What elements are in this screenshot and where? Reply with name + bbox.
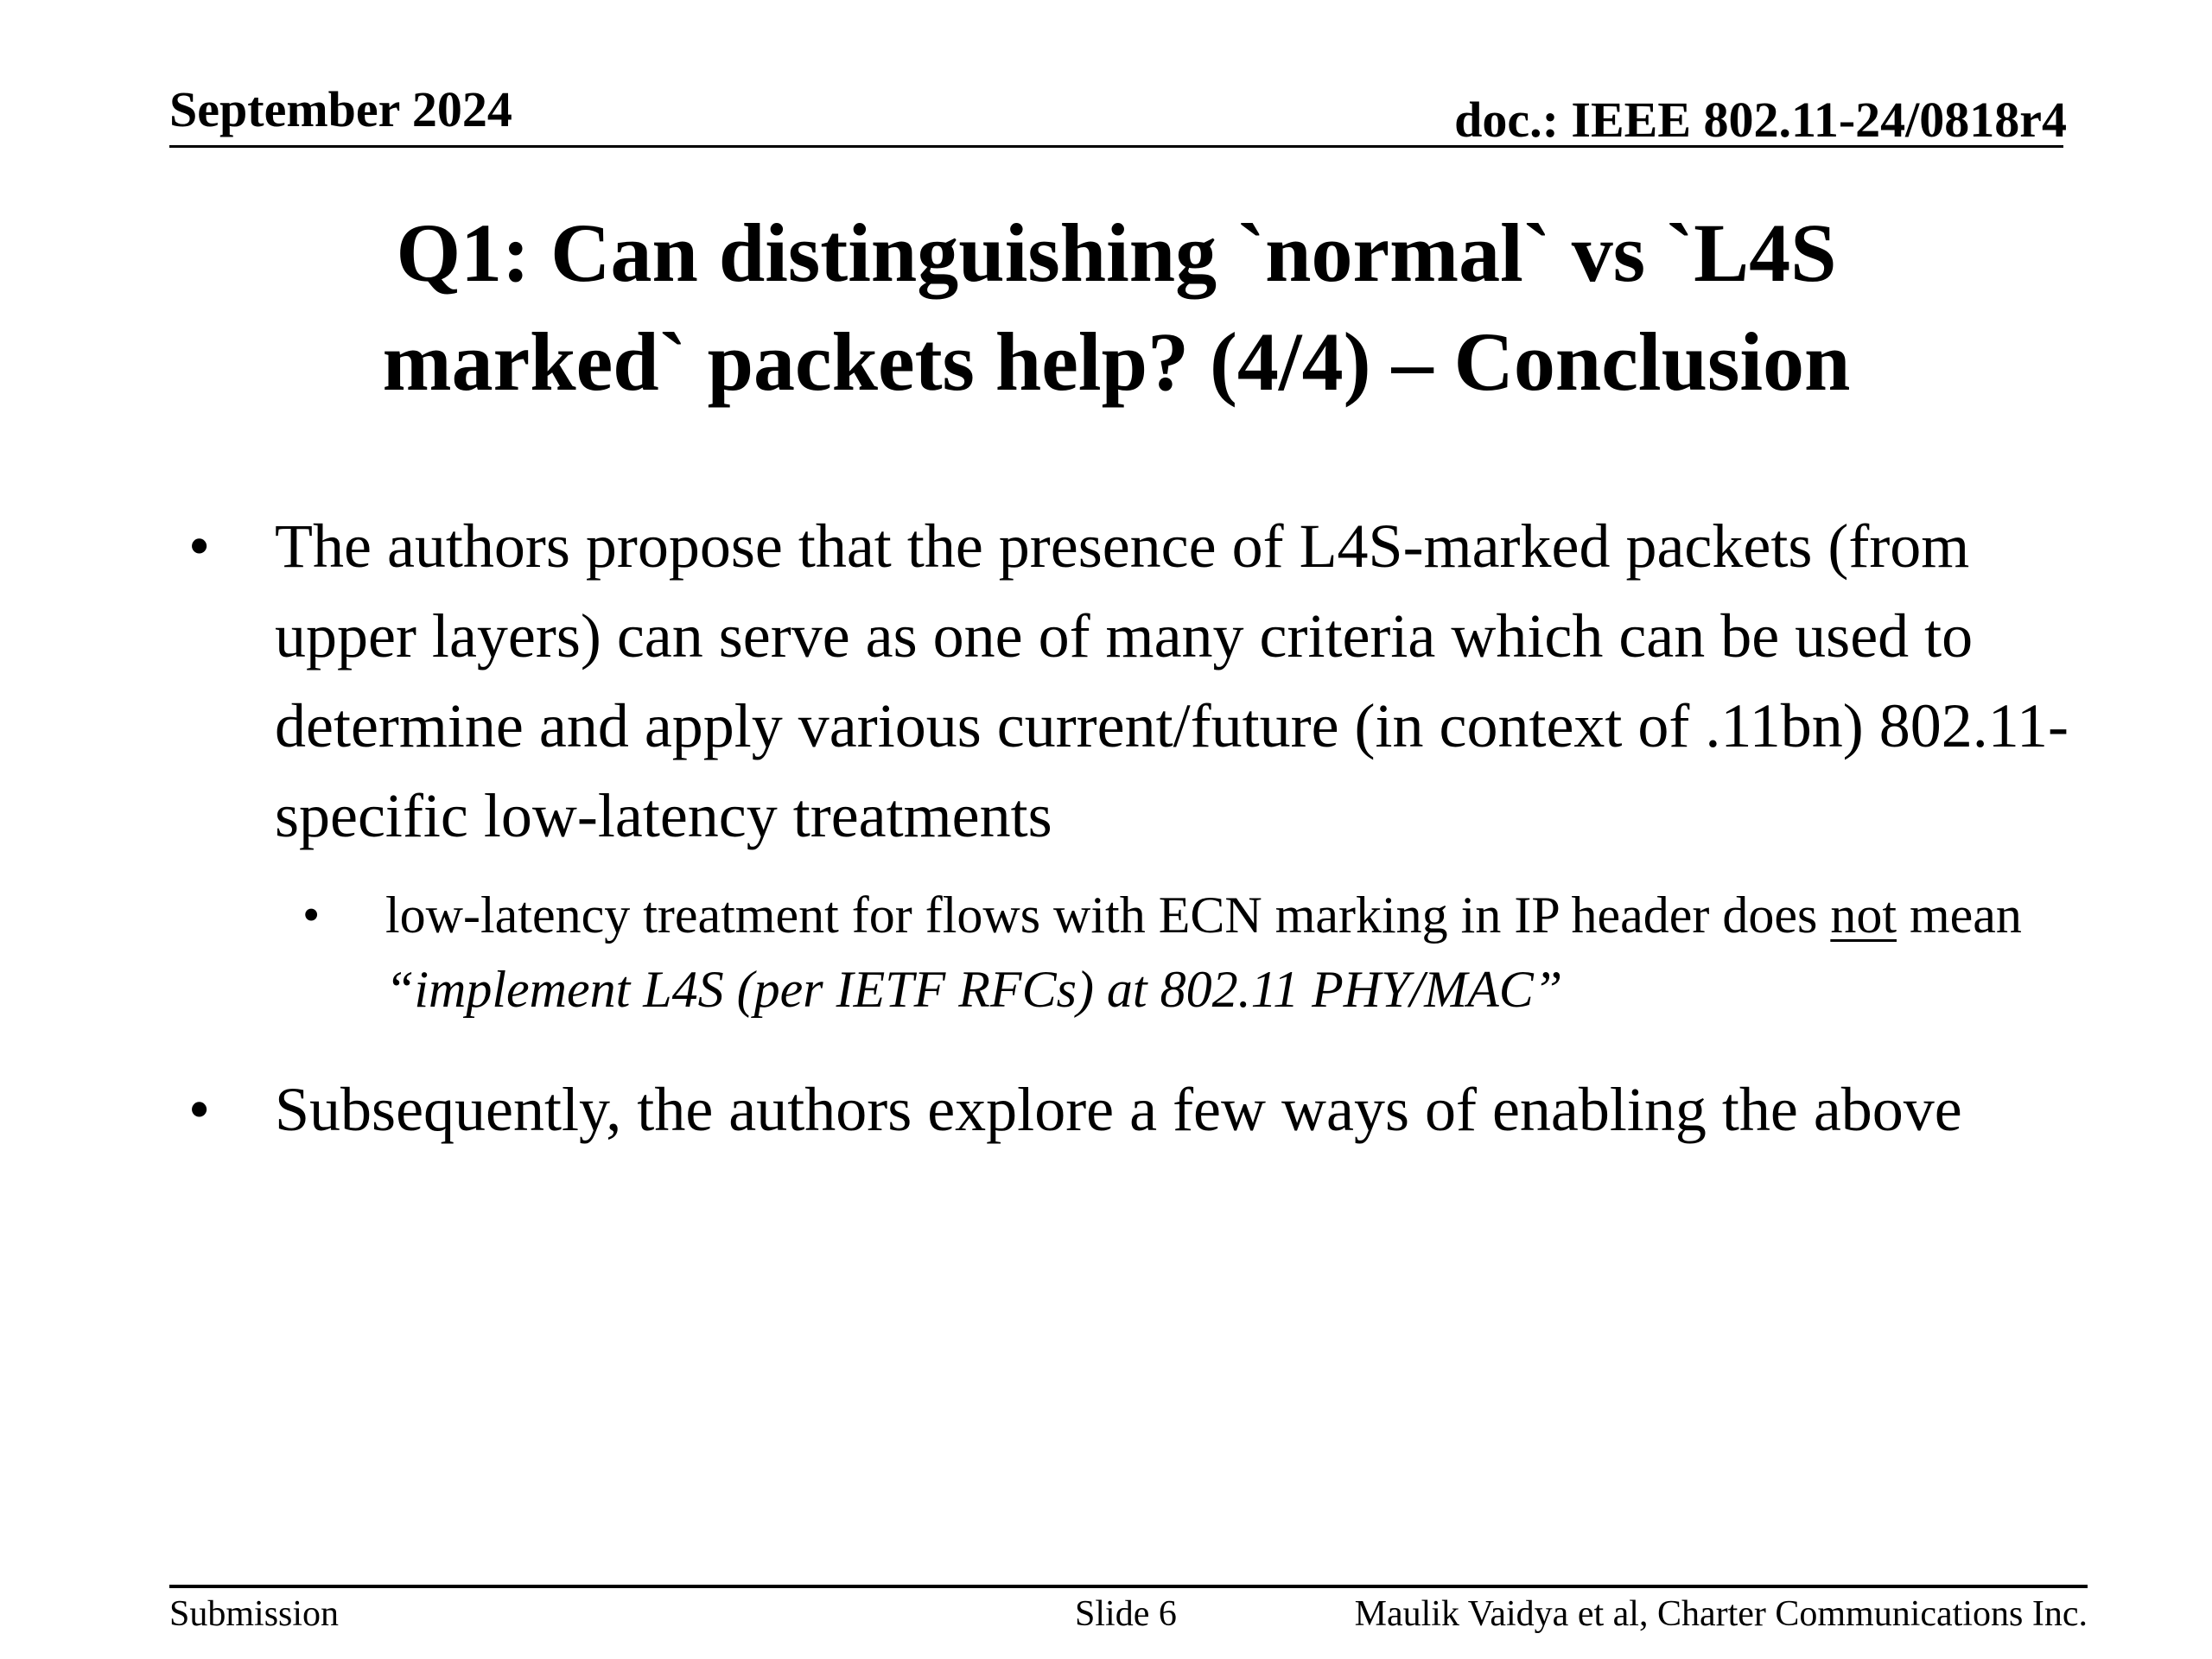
bullet-icon: •: [188, 1075, 211, 1144]
header-divider: [169, 145, 2063, 148]
header-doc-id: doc.: IEEE 802.11-24/0818r4: [1454, 92, 2067, 148]
footer-authors: Maulik Vaidya et al, Charter Communications Inc.: [1354, 1594, 2088, 1634]
sub-bullet-icon: •: [302, 887, 321, 943]
sub-bullet-underlined-word: not: [1830, 887, 1897, 944]
footer-submission: Submission: [169, 1594, 340, 1634]
slide-title: [169, 199, 2063, 416]
bullet-text-1: The authors propose that the presence of L4S-marked packets (from upper layers) can serve as one of many criteria which can be used to determine and apply various current/future (in context of .11bn) 802.11-specific low-latency treatments: [275, 512, 2069, 850]
bullet-icon: •: [188, 512, 211, 581]
footer-slide-number: Slide 6: [1075, 1594, 1177, 1634]
bullet-item-2: [188, 1065, 2072, 1154]
sub-bullet-italic-quote: “implement L4S (per IETF RFCs) at 802.11 PHY/MAC”: [385, 961, 1563, 1018]
slide-body: [0, 501, 2212, 1154]
bullet-item-1: [188, 501, 2072, 861]
slide-title-line-1: Q1: Can distinguishing `normal` vs `L4S: [396, 207, 1837, 299]
sub-bullet-item-1: [302, 878, 2070, 1027]
header-date: September 2024: [169, 81, 512, 137]
sub-bullet-text-middle: mean: [1897, 887, 2022, 944]
sub-bullet-text-prefix: low-latency treatment for flows with ECN marking in IP header does: [385, 887, 1831, 944]
slide-title-line-2: marked` packets help? (4/4) – Conclusion: [382, 315, 1851, 408]
bullet-text-2: Subsequently, the authors explore a few ways of enabling the above: [275, 1075, 1962, 1144]
